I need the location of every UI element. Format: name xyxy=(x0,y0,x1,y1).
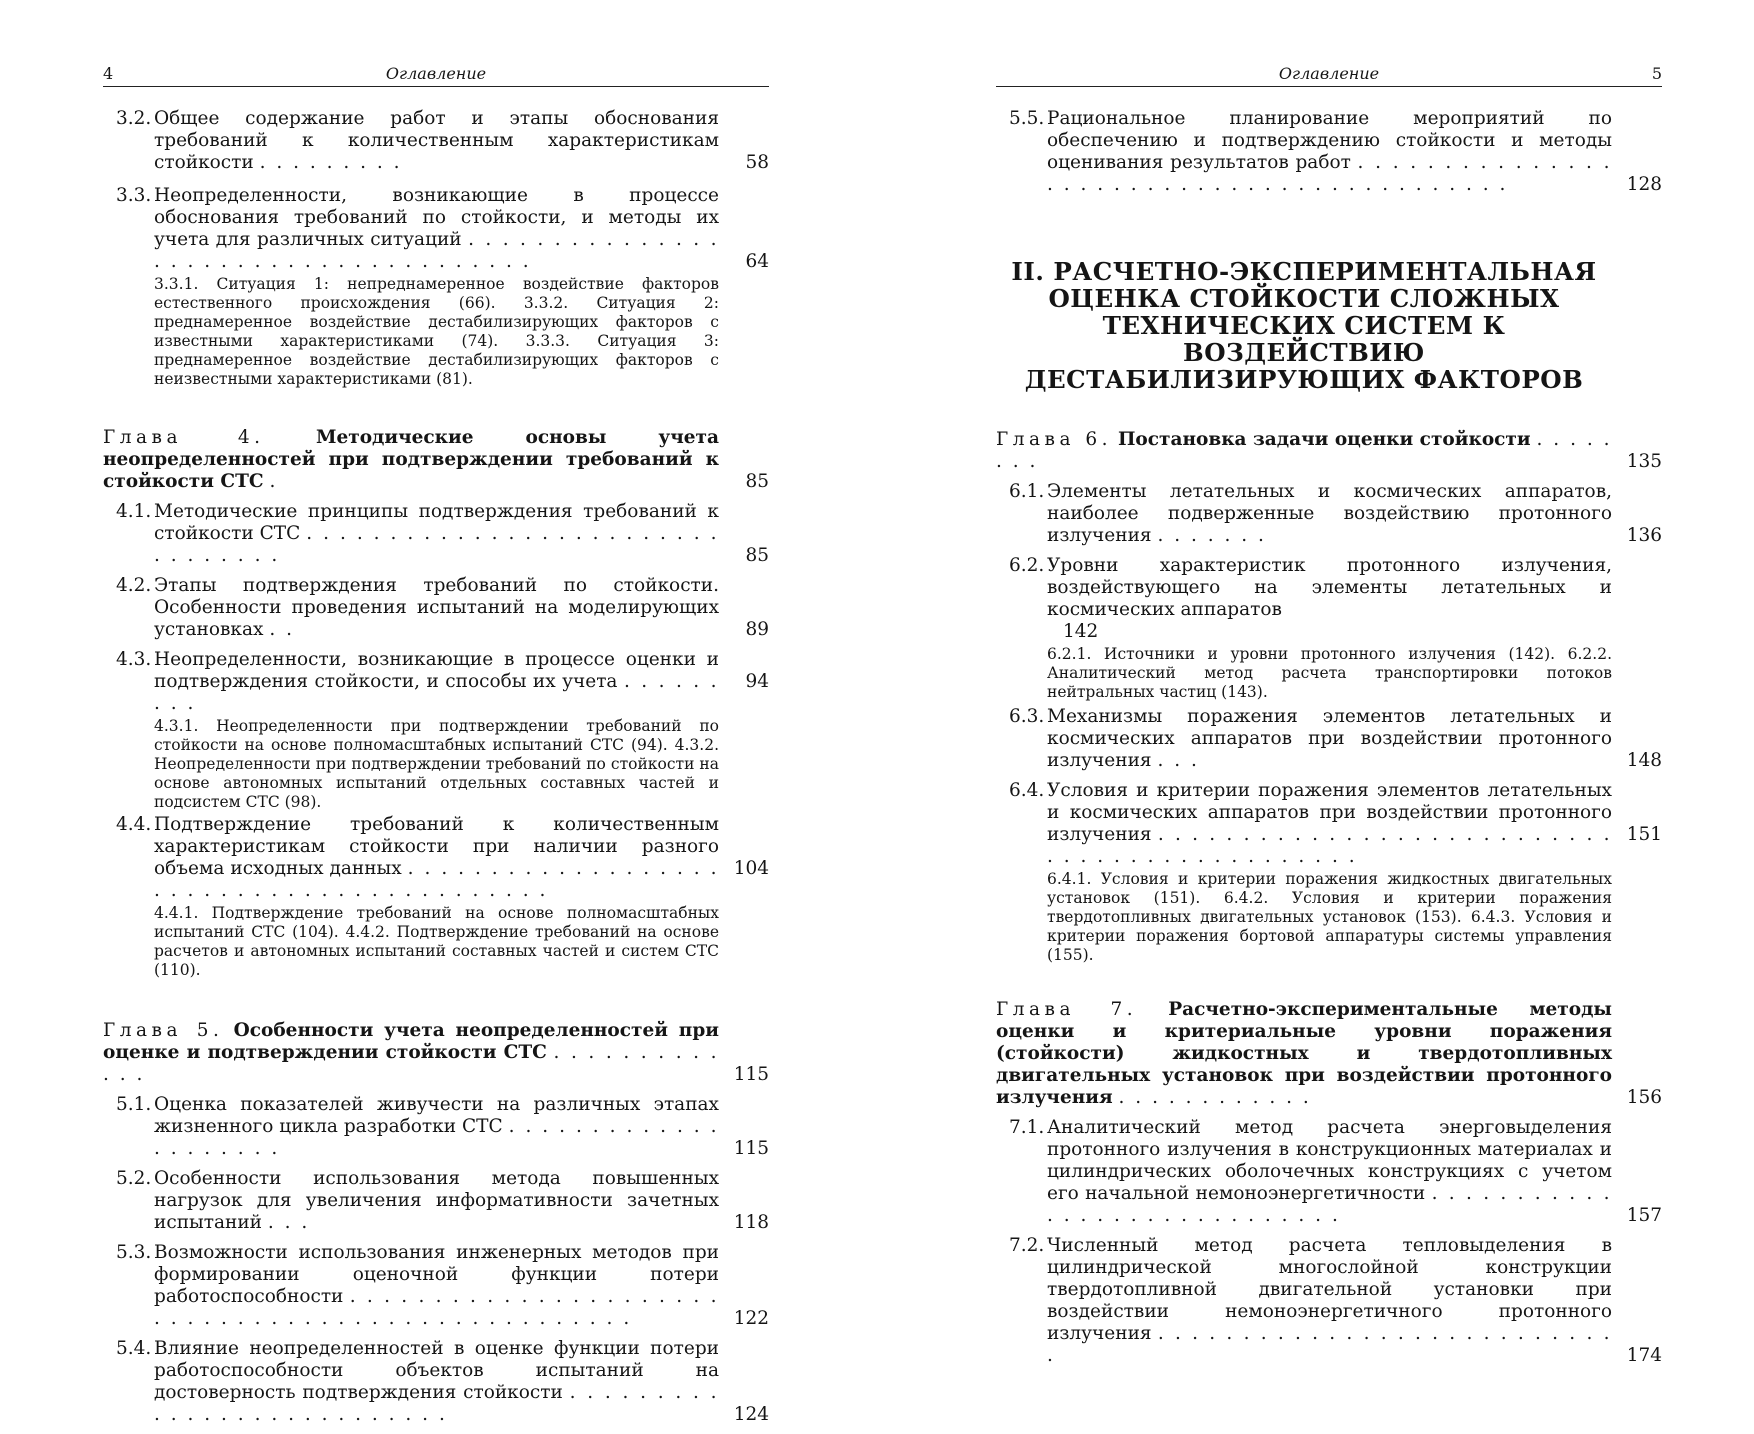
chapter-label: Глава 7. xyxy=(996,999,1138,1020)
toc-section xyxy=(103,1094,769,1160)
toc-section xyxy=(103,108,769,174)
section-number: 5.4. xyxy=(116,1338,152,1359)
chapter-label: Глава 6. xyxy=(996,429,1113,450)
toc-section xyxy=(103,1168,769,1234)
leader-dots: . . . . . . . . . . . . . . . . . . . . . . . . . . . . . xyxy=(1047,1183,1612,1226)
section-page: 174 xyxy=(1626,1345,1662,1366)
section-title: Уровни характеристик протонного излучения, воздействующего на элементы летательных и космических аппаратов xyxy=(1047,555,1612,620)
toc-section xyxy=(996,1117,1662,1227)
section-number: 5.1. xyxy=(116,1094,152,1115)
leader-dots: . . . . . . . . . . . . . xyxy=(103,1042,720,1085)
leader-dots: . . . . . . . . . xyxy=(154,671,720,714)
leader-dots: . . . . . . . . . . . . . . . . . . . . . . . . . . . xyxy=(154,1382,719,1425)
section-page: 142 xyxy=(1063,621,1099,642)
toc-chapter xyxy=(996,429,1662,473)
running-head-title: Оглавление xyxy=(385,64,487,83)
section-title: Аналитический метод расчета энерговыделения протонного излучения в конструкционных материалах и цилиндрических оболочечных конструкциях с учетом его начальной немоноэнергетичности xyxy=(1047,1117,1612,1204)
chapter-page: 135 xyxy=(1626,451,1662,472)
section-number: 7.2. xyxy=(1009,1235,1045,1256)
toc-section xyxy=(103,814,769,980)
part-title-line: ОЦЕНКА СТОЙКОСТИ СЛОЖНЫХ xyxy=(1048,284,1560,313)
section-page: 151 xyxy=(1626,824,1662,845)
section-number: 6.2. xyxy=(1009,555,1045,576)
section-number: 3.3. xyxy=(116,185,152,206)
section-page: 89 xyxy=(745,619,769,640)
section-title: Элементы летательных и космических аппаратов, наиболее подверженные воздействию протонного излучения xyxy=(1047,481,1612,546)
section-number: 3.2. xyxy=(116,108,152,129)
section-title: Рациональное планирование мероприятий по обеспечению и подтверждению стойкости и методы оценивания результатов работ xyxy=(1047,108,1612,173)
toc-chapter xyxy=(103,1020,769,1086)
section-page: 94 xyxy=(745,671,769,692)
section-number: 4.3. xyxy=(116,649,152,670)
toc-section xyxy=(103,501,769,567)
leader-dots: . . . . . . . . . . . . . . . . . . . . . . . . . . . . . . . . . xyxy=(154,523,719,566)
section-page: 64 xyxy=(745,251,769,272)
section-title: Численный метод расчета тепловыделения в цилиндрической многослойной конструкции твердотопливной двигательной установки при воздействии немоноэнергетичного протонного излучения xyxy=(1047,1235,1612,1344)
section-number: 4.1. xyxy=(116,501,152,522)
section-page: 124 xyxy=(733,1404,769,1425)
toc-section xyxy=(996,481,1662,547)
leader-dots: . . xyxy=(269,619,295,640)
section-title: Этапы подтверждения требований по стойкости. Особенности проведения испытаний на моделирующих установках xyxy=(154,575,719,640)
toc-list xyxy=(996,108,1662,1375)
leader-dots: . . . . . . . . . . . . . . . . . . . . . . . . . . . . xyxy=(1047,1323,1612,1366)
subsection-list: 6.4.1. Условия и критерии поражения жидкостных двигательных установок (151). 6.4.2. Условия и критерии поражения твердотопливных двигательных установок (153). 6.4.3. Условия и критерии поражения бортовой аппаратуры системы управления (155). xyxy=(1047,870,1612,964)
chapter-title: Методические основы учета неопределенностей при подтверждении требований к стойкости СТС xyxy=(103,427,719,492)
part-title-line: II. РАСЧЕТНО-ЭКСПЕРИМЕНТАЛЬНАЯ xyxy=(1011,257,1597,286)
section-number: 6.4. xyxy=(1009,780,1045,801)
running-head xyxy=(996,64,1662,87)
chapter-page: 156 xyxy=(1626,1087,1662,1108)
toc-section xyxy=(996,780,1662,965)
leader-dots: . . . xyxy=(267,1212,310,1233)
section-page: 85 xyxy=(745,545,769,566)
leader-dots: . . . . . . . . . . . . . . . . . . . . . . . . . . . . . . . . . . . . . . . . . . . xyxy=(154,858,719,901)
section-title: Подтверждение требований к количественным характеристикам стойкости при наличии разного объема исходных данных xyxy=(154,814,719,879)
section-page: 118 xyxy=(733,1212,769,1233)
toc-section xyxy=(996,706,1662,772)
leader-dots: . . . . . . . . . . . . . . . . . . . . . . . . . . . . . . . . . . . . . . . . . . . . . . xyxy=(1047,824,1612,867)
leader-dots: . . . . . . . xyxy=(1157,525,1267,546)
chapter-label: Глава 5. xyxy=(103,1020,224,1041)
section-page: 136 xyxy=(1626,525,1662,546)
section-page: 104 xyxy=(733,858,769,879)
toc-section xyxy=(103,185,769,389)
section-page: 122 xyxy=(733,1308,769,1329)
leader-dots: . . . . . . . . . . . . . . . . . . . . . . . . . . . . . . . . . . . . . . xyxy=(154,229,719,272)
section-number: 6.1. xyxy=(1009,481,1045,502)
section-page: 148 xyxy=(1626,750,1662,771)
section-number: 6.3. xyxy=(1009,706,1045,727)
section-number: 5.2. xyxy=(116,1168,152,1189)
toc-section xyxy=(996,555,1662,702)
section-number: 4.2. xyxy=(116,575,152,596)
section-number: 7.1. xyxy=(1009,1117,1045,1138)
leader-dots: . . . . . . . . . . . . . . . . . . . . . . . . . . . . . . . . . . . . . . . . . . . . . . . . . . . xyxy=(154,1286,719,1329)
toc-list xyxy=(103,108,769,1434)
section-number: 5.3. xyxy=(116,1242,152,1263)
section-page: 128 xyxy=(1626,174,1662,195)
toc-section xyxy=(103,1242,769,1330)
running-head xyxy=(103,64,769,87)
toc-section xyxy=(103,575,769,641)
section-title: Механизмы поражения элементов летательных и космических аппаратов при воздействии протонного излучения xyxy=(1047,706,1612,771)
page-number: 4 xyxy=(103,64,114,83)
leader-dots: . xyxy=(269,471,278,492)
toc-section xyxy=(103,1338,769,1426)
section-title: Условия и критерии поражения элементов летательных и космических аппаратов при воздействии протонного излучения xyxy=(1047,780,1612,845)
chapter-title: Постановка задачи оценки стойкости xyxy=(1117,429,1531,450)
subsection-list: 4.4.1. Подтверждение требований на основе полномасштабных испытаний СТС (104). 4.4.2. Подтверждение требований на основе расчетов и автономных испытаний составных частей и систем СТС (110). xyxy=(154,904,719,979)
section-title: Неопределенности, возникающие в процессе оценки и подтверждения стойкости, и способы их учета xyxy=(154,649,719,692)
chapter-title: Особенности учета неопределенностей при оценке и подтверждении стойкости СТС xyxy=(103,1020,719,1063)
left-page xyxy=(103,0,769,1425)
chapter-label: Глава 4. xyxy=(103,427,265,448)
section-title: Общее содержание работ и этапы обоснования требований к количественным характеристикам стойкости xyxy=(154,108,719,173)
section-number: 4.4. xyxy=(116,814,152,835)
leader-dots: . . . . . . . . . . . . . . . . . . . . . . . . . . . . . . . . . . . . . . . . . . . xyxy=(1047,152,1612,195)
section-title: Неопределенности, возникающие в процессе обоснования требований по стойкости, и методы их учета для различных ситуаций xyxy=(154,185,719,250)
toc-chapter xyxy=(996,999,1662,1109)
toc-section xyxy=(996,1235,1662,1367)
leader-dots: . . . . . . . . . . . . . . . . . . . . . xyxy=(154,1116,719,1159)
toc-section xyxy=(103,649,769,812)
leader-dots: . . . . . . . . xyxy=(996,429,1613,472)
subsection-list: 4.3.1. Неопределенности при подтверждении требований по стойкости на основе полномасштабных испытаний СТС (94). 4.3.2. Неопределенности при подтверждении требований по стойкости на основе автономных испытаний отдельных составных частей и подсистем СТС (98). xyxy=(154,717,719,811)
chapter-title: Расчетно-экспериментальные методы оценки и критериальные уровни поражения (стойкости) жидкостных и твердотопливных двигательных установок при воздействии протонного излучения xyxy=(996,999,1612,1108)
leader-dots: . . . . . . . . . . . . xyxy=(1118,1087,1312,1108)
right-page xyxy=(996,0,1662,1366)
toc-section xyxy=(996,108,1662,196)
section-title: Оценка показателей живучести на различных этапах жизненного цикла разработки СТС xyxy=(154,1094,719,1137)
part-title xyxy=(996,258,1612,393)
section-title: Особенности использования метода повышенных нагрузок для увеличения информативности зачетных испытаний xyxy=(154,1168,719,1233)
toc-chapter xyxy=(103,427,769,493)
page-number: 5 xyxy=(1651,64,1662,83)
part-title-line: ДЕСТАБИЛИЗИРУЮЩИХ ФАКТОРОВ xyxy=(1024,365,1584,394)
section-page: 115 xyxy=(733,1138,769,1159)
leader-dots: . . . . . . . . . xyxy=(259,152,403,173)
chapter-page: 85 xyxy=(745,471,769,492)
running-head-title: Оглавление xyxy=(1278,64,1380,83)
subsection-list: 6.2.1. Источники и уровни протонного излучения (142). 6.2.2. Аналитический метод расчета транспортировки потоков нейтральных частиц (143). xyxy=(1047,645,1612,701)
section-title: Методические принципы подтверждения требований к стойкости СТС xyxy=(154,501,719,544)
subsection-list: 3.3.1. Ситуация 1: непреднамеренное воздействие факторов естественного происхождения (66). 3.3.2. Ситуация 2: преднамеренное воздействие дестабилизирующих факторов с известными характеристиками (74). 3.3.3. Ситуация 3: преднамеренное воздействие дестабилизирующих факторов с неизвестными характеристиками (81). xyxy=(154,275,719,388)
section-title: Возможности использования инженерных методов при формировании оценочной функции потери работоспособности xyxy=(154,1242,719,1307)
section-page: 157 xyxy=(1626,1205,1662,1226)
leader-dots: . . . xyxy=(1157,750,1200,771)
part-title-line: ВОЗДЕЙСТВИЮ xyxy=(1183,338,1425,367)
section-number: 5.5. xyxy=(1009,108,1045,129)
section-title: Влияние неопределенностей в оценке функции потери работоспособности объектов испытаний на достоверность подтверждения стойкости xyxy=(154,1338,719,1403)
section-page: 58 xyxy=(745,152,769,173)
chapter-page: 115 xyxy=(733,1064,769,1085)
part-title-line: ТЕХНИЧЕСКИХ СИСТЕМ К xyxy=(1102,311,1506,340)
